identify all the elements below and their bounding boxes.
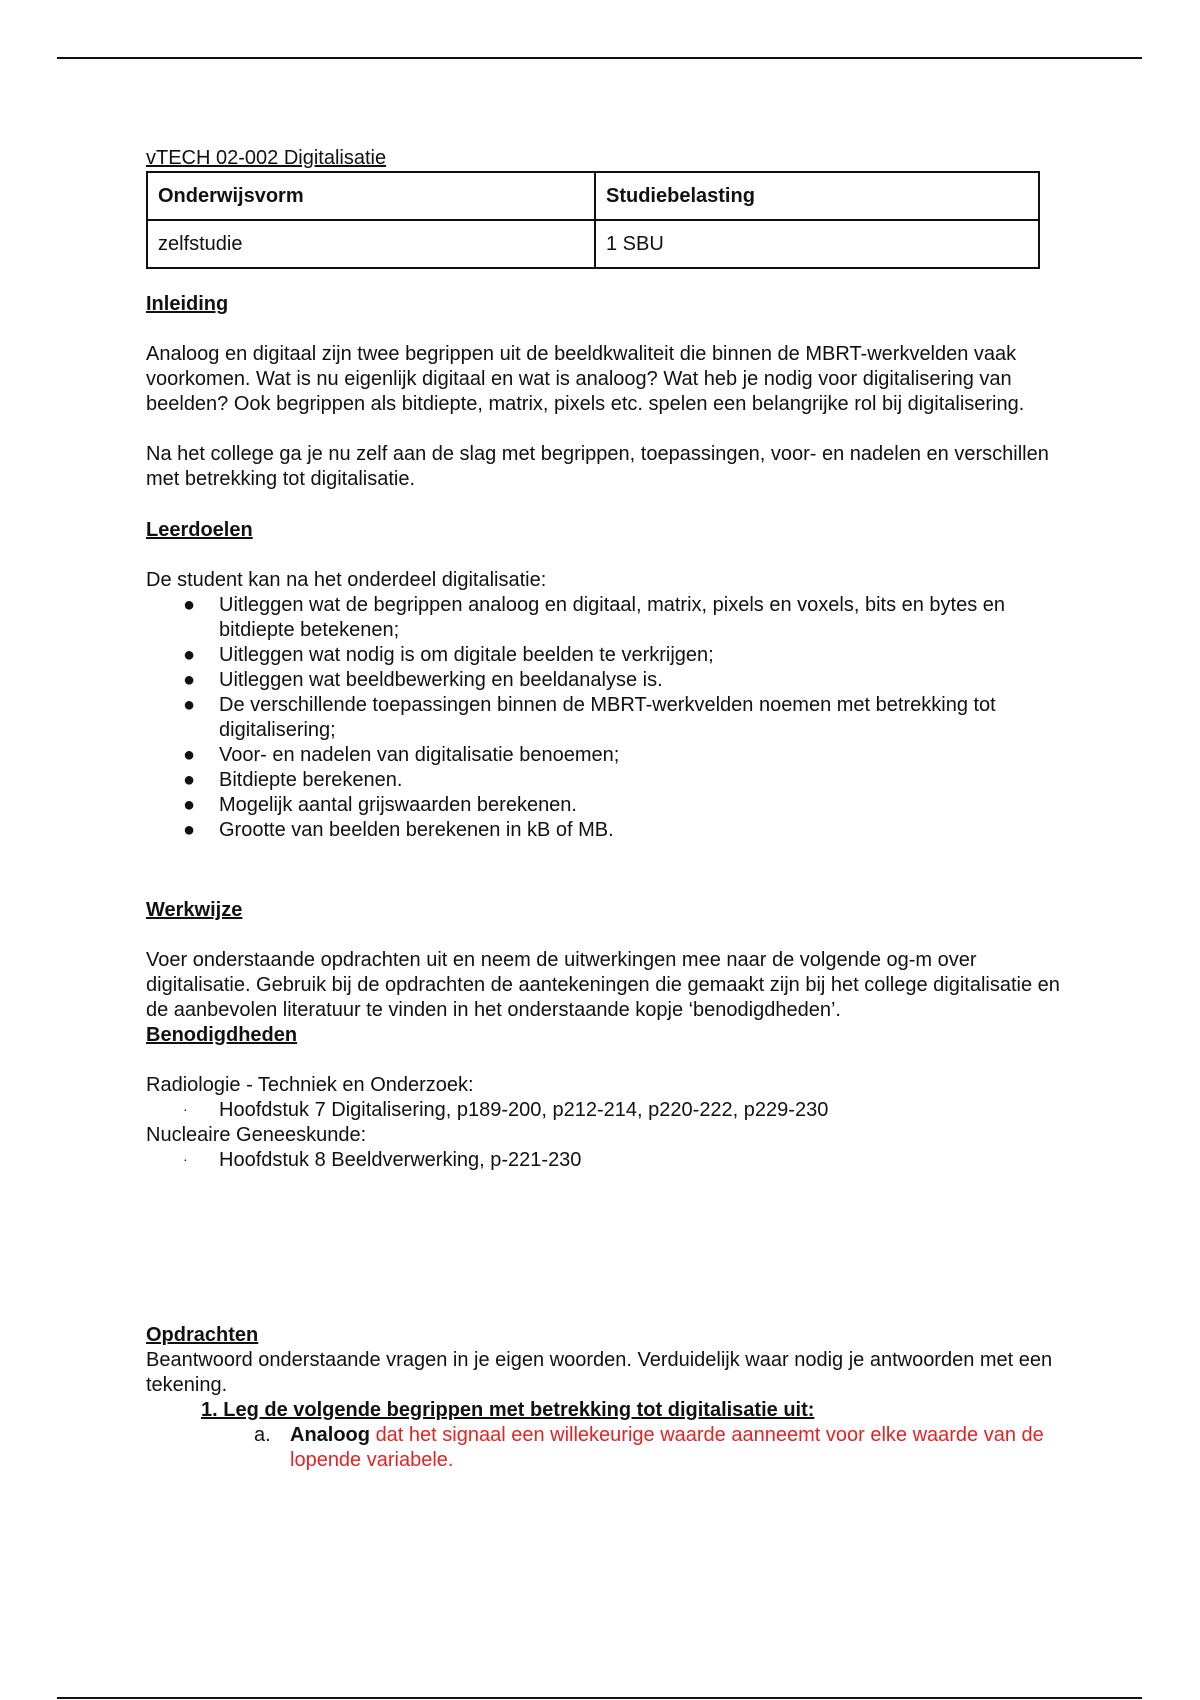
reference-group-title: Nucleaire Geneeskunde: xyxy=(146,1124,367,1146)
section-heading-leerdoelen: Leerdoelen xyxy=(146,519,253,541)
inleiding-paragraph: Analoog en digitaal zijn twee begrippen uit de beeldkwaliteit die binnen de MBRT-werkvelden vaak voorkomen. Wat is nu eigenlijk digitaal en wat is analoog? Wat heb je nodig voor digitalisering van beelden? Ook begrippen als bitdiepte, matrix, pixels etc. spelen een belangrijke rol bij digitalisering. xyxy=(146,343,1025,415)
bullet-icon: ● xyxy=(183,819,196,841)
table-cell: 1 SBU xyxy=(595,220,1039,268)
bullet-icon: ● xyxy=(183,594,196,616)
top-rule xyxy=(57,57,1142,59)
table-row xyxy=(147,220,1039,268)
table-header-cell: Studiebelasting xyxy=(595,172,1039,220)
answer-text: dat het signaal een willekeurige waarde aanneemt voor elke waarde van de lopende variabele. xyxy=(290,1424,1044,1471)
question-1: 1. Leg de volgende begrippen met betrekking tot digitalisatie uit: xyxy=(201,1399,815,1421)
bullet-icon: · xyxy=(183,1151,188,1167)
list-item: ● Voor- en nadelen van digitalisatie benoemen; xyxy=(183,744,620,766)
bullet-icon: ● xyxy=(183,669,196,691)
bullet-icon: ● xyxy=(183,794,196,816)
reference-list xyxy=(146,1098,1066,1123)
reference-group-title: Radiologie - Techniek en Onderzoek: xyxy=(146,1074,474,1096)
bullet-icon: ● xyxy=(183,769,196,791)
list-item: · Hoofdstuk 8 Beeldverwerking, p-221-230 xyxy=(183,1149,582,1171)
werkwijze-paragraph: Voer onderstaande opdrachten uit en neem de uitwerkingen mee naar de volgende og-m over digitalisatie. Gebruik bij de opdrachten de aantekeningen die gemaakt zijn bij het college digitalisatie en de aanbevolen literatuur te vinden in het onderstaande kopje ‘benodigdheden’. xyxy=(146,949,1060,1021)
table-header-cell: Onderwijsvorm xyxy=(147,172,595,220)
question-1a xyxy=(146,1423,1066,1473)
list-item: ● Bitdiepte berekenen. xyxy=(183,769,403,791)
info-table xyxy=(146,171,1040,269)
list-item: · Hoofdstuk 7 Digitalisering, p189-200, p212-214, p220-222, p229-230 xyxy=(183,1099,829,1121)
table-cell: zelfstudie xyxy=(147,220,595,268)
question-letter: a. xyxy=(254,1424,271,1446)
bullet-icon: ● xyxy=(183,744,196,766)
inleiding-paragraph: Na het college ga je nu zelf aan de slag met begrippen, toepassingen, voor- en nadelen en verschillen met betrekking tot digitalisatie. xyxy=(146,443,1049,490)
section-heading-benodigdheden: Benodigdheden xyxy=(146,1024,298,1046)
list-item: ● Uitleggen wat de begrippen analoog en digitaal, matrix, pixels en voxels, bits en bytes en bitdiepte betekenen; xyxy=(183,594,1006,641)
reference-list xyxy=(146,1148,1066,1173)
document-title: vTECH 02-002 Digitalisatie xyxy=(146,147,387,169)
opdrachten-intro: Beantwoord onderstaande vragen in je eigen woorden. Verduidelijk waar nodig je antwoorden met een tekening. xyxy=(146,1349,1053,1396)
section-heading-opdrachten: Opdrachten xyxy=(146,1324,259,1346)
bullet-icon: · xyxy=(183,1101,188,1117)
list-item: ● Mogelijk aantal grijswaarden berekenen. xyxy=(183,794,577,816)
bullet-icon: ● xyxy=(183,644,196,666)
section-heading-inleiding: Inleiding xyxy=(146,293,229,315)
list-item: ● Uitleggen wat beeldbewerking en beeldanalyse is. xyxy=(183,669,663,691)
leerdoelen-list xyxy=(146,593,1066,843)
document-body xyxy=(146,146,1066,1473)
table-header-row xyxy=(147,172,1039,220)
section-heading-werkwijze: Werkwijze xyxy=(146,899,243,921)
bullet-icon: ● xyxy=(183,694,196,716)
bottom-rule xyxy=(57,1697,1142,1699)
list-item: ● Grootte van beelden berekenen in kB of MB. xyxy=(183,819,614,841)
leerdoelen-intro: De student kan na het onderdeel digitalisatie: xyxy=(146,569,547,591)
list-item: ● Uitleggen wat nodig is om digitale beelden te verkrijgen; xyxy=(183,644,714,666)
term-label: Analoog xyxy=(290,1424,370,1446)
list-item: ● De verschillende toepassingen binnen de MBRT-werkvelden noemen met betrekking tot digitalisering; xyxy=(183,694,996,741)
